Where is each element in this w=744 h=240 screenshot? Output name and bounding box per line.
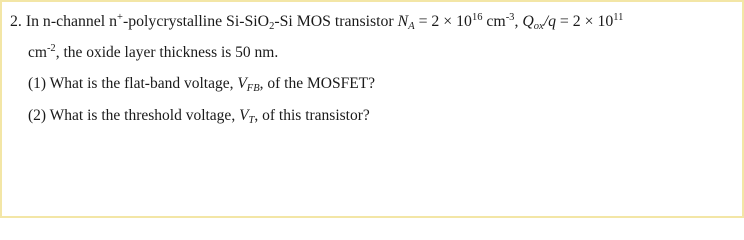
vfb-variable: V (237, 75, 247, 92)
question-2 (28, 106, 370, 126)
plus-superscript: + (117, 12, 123, 23)
question-2-text: (2) What is the threshold voltage, (28, 107, 240, 124)
na-unit: cm (482, 13, 506, 30)
qox-unit-exponent: -2 (46, 43, 56, 54)
qox-unit: cm (28, 44, 47, 61)
oxide-thickness-text: , the oxide layer thickness is 50 nm. (55, 44, 279, 61)
material-text-b: -Si MOS transistor (274, 13, 398, 30)
problem-number: 2. (10, 13, 22, 30)
qox-subscript: ox (533, 21, 544, 32)
question-1-text: (1) What is the flat-band voltage, (28, 75, 238, 92)
qox-value: = 2 × 10 (555, 13, 614, 30)
intro-text: In n-channel n (25, 13, 118, 30)
qox-divisor: /q (543, 13, 556, 30)
question-1-end: , of the MOSFET? (259, 75, 376, 92)
na-subscript: A (408, 21, 415, 32)
question-1 (28, 74, 375, 94)
vt-variable: V (239, 107, 249, 124)
na-exponent: 16 (471, 12, 483, 23)
vt-subscript: T (248, 115, 255, 126)
qox-variable: Q (522, 13, 534, 30)
qox-exponent: 11 (613, 12, 624, 23)
na-unit-exponent: -3 (505, 12, 515, 23)
oxide-subscript: 2 (269, 21, 275, 32)
na-value: = 2 × 10 (414, 13, 472, 30)
question-2-end: , of this transistor? (254, 107, 370, 124)
vfb-subscript: FB (246, 83, 260, 94)
na-variable: N (397, 13, 409, 30)
problem-statement-line-2 (28, 43, 278, 63)
material-text-a: -polycrystalline Si-SiO (122, 13, 270, 30)
problem-statement-line-1 (10, 12, 623, 32)
separator: , (514, 13, 523, 30)
